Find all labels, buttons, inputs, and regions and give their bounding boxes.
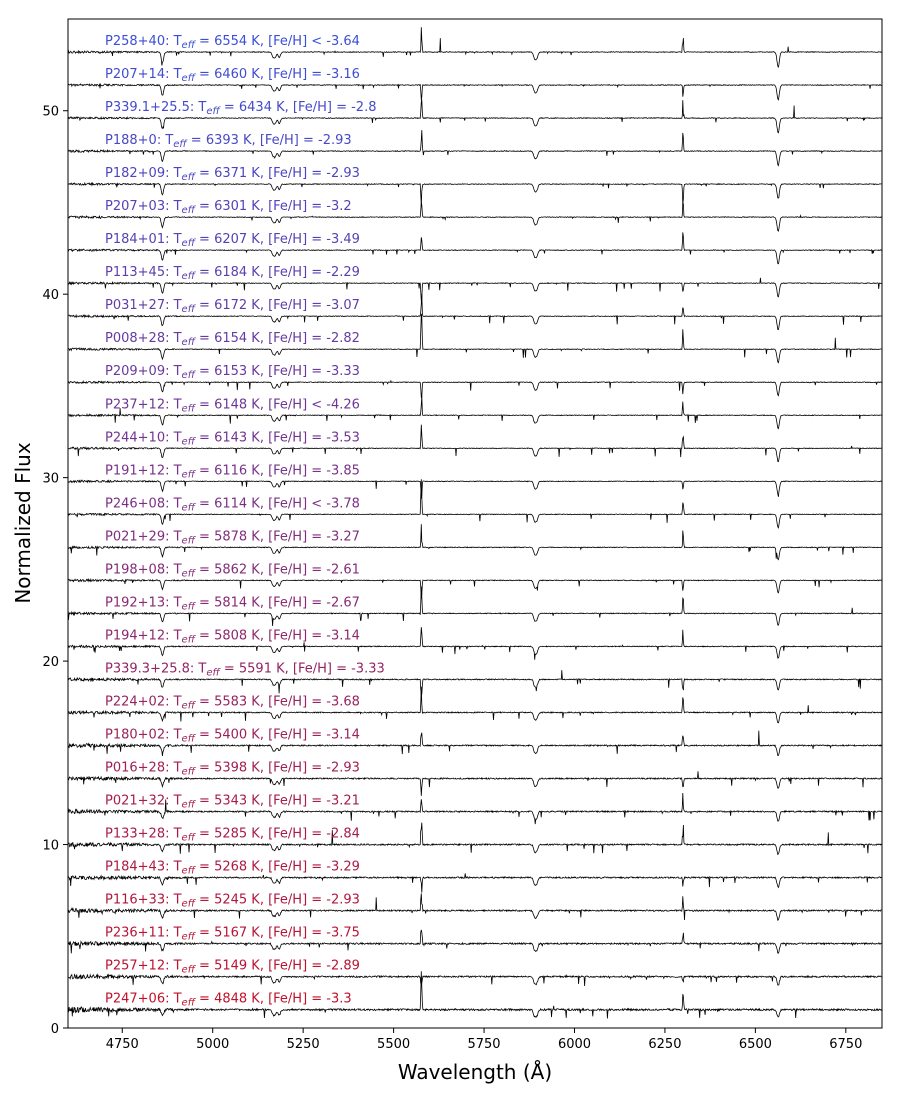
star-label: P184+01: $T_{eff} = 6207$ K, [Fe/H] = -3.49 xyxy=(105,232,360,250)
x-tick-label: 5500 xyxy=(377,1037,411,1052)
x-tick-label: 5250 xyxy=(286,1037,320,1052)
x-tick-label: 6500 xyxy=(738,1037,772,1052)
spectrum-line xyxy=(68,971,882,1018)
spectrum-line xyxy=(68,84,882,100)
star-label: P339.1+25.5: $T_{eff} = 6434$ K, [Fe/H] = -2.8 xyxy=(105,100,377,118)
star-label: P198+08: $T_{eff} = 5862$ K, [Fe/H] = -2.61 xyxy=(105,562,360,580)
y-tick-label: 40 xyxy=(42,288,59,304)
spectrum-line xyxy=(68,381,882,398)
star-label: P116+33: $T_{eff} = 5245$ K, [Fe/H] = -2.93 xyxy=(105,892,360,910)
star-label: P209+09: $T_{eff} = 6153$ K, [Fe/H] = -3.33 xyxy=(105,364,360,382)
star-label: P016+28: $T_{eff} = 5398$ K, [Fe/H] = -2.93 xyxy=(105,760,360,778)
star-label: P224+02: $T_{eff} = 5583$ K, [Fe/H] = -3.68 xyxy=(105,694,360,712)
x-tick-label: 6250 xyxy=(648,1037,682,1052)
x-axis-label: Wavelength (Å) xyxy=(397,1060,553,1084)
star-label: P113+45: $T_{eff} = 6184$ K, [Fe/H] = -2.29 xyxy=(105,265,360,283)
x-tick-label: 5000 xyxy=(196,1037,230,1052)
star-label: P207+14: $T_{eff} = 6460$ K, [Fe/H] = -3.16 xyxy=(105,67,360,85)
star-label: P182+09: $T_{eff} = 6371$ K, [Fe/H] = -2.93 xyxy=(105,166,360,184)
y-tick-label: 10 xyxy=(42,838,59,854)
star-label: P021+29: $T_{eff} = 5878$ K, [Fe/H] = -3.27 xyxy=(105,529,360,547)
x-tick-label: 4750 xyxy=(105,1037,139,1052)
star-label: P244+10: $T_{eff} = 6143$ K, [Fe/H] = -3.53 xyxy=(105,430,360,448)
y-axis-ticks xyxy=(42,105,68,1037)
star-label: P247+06: $T_{eff} = 4848$ K, [Fe/H] = -3.3 xyxy=(105,991,352,1009)
star-label: P237+12: $T_{eff} = 6148$ K, [Fe/H] < -4.26 xyxy=(105,397,360,415)
star-label: P133+28: $T_{eff} = 5285$ K, [Fe/H] = -2.84 xyxy=(105,826,360,844)
spectrum-line xyxy=(68,480,882,498)
star-label: P236+11: $T_{eff} = 5167$ K, [Fe/H] = -3.75 xyxy=(105,925,360,943)
star-label: P008+28: $T_{eff} = 6154$ K, [Fe/H] = -2.82 xyxy=(105,331,360,349)
plot-frame xyxy=(68,19,882,1028)
star-label: P339.3+25.8: $T_{eff} = 5591$ K, [Fe/H] = -3.33 xyxy=(105,661,385,679)
star-labels xyxy=(105,34,385,1009)
x-tick-label: 6750 xyxy=(829,1037,863,1052)
y-tick-label: 50 xyxy=(42,104,59,120)
star-label: P188+0: $T_{eff} = 6393$ K, [Fe/H] = -2.93 xyxy=(105,133,352,151)
y-tick-label: 30 xyxy=(42,471,59,487)
star-label: P021+32: $T_{eff} = 5343$ K, [Fe/H] = -3.21 xyxy=(105,793,360,811)
y-axis-label: Normalized Flux xyxy=(11,442,35,604)
star-label: P031+27: $T_{eff} = 6172$ K, [Fe/H] = -3.07 xyxy=(105,298,360,316)
star-label: P194+12: $T_{eff} = 5808$ K, [Fe/H] = -3.14 xyxy=(105,628,360,646)
x-tick-label: 5750 xyxy=(467,1037,501,1052)
x-axis-ticks xyxy=(106,1028,863,1052)
spectrum-line xyxy=(68,183,882,206)
star-label: P258+40: $T_{eff} = 6554$ K, [Fe/H] < -3.64 xyxy=(105,34,360,52)
spectrum-line xyxy=(68,579,882,598)
x-tick-label: 6000 xyxy=(557,1037,592,1052)
y-tick-label: 20 xyxy=(42,655,59,671)
star-label: P257+12: $T_{eff} = 5149$ K, [Fe/H] = -2.89 xyxy=(105,958,360,976)
star-label: P207+03: $T_{eff} = 6301$ K, [Fe/H] = -3.2 xyxy=(105,199,352,217)
star-label: P184+43: $T_{eff} = 5268$ K, [Fe/H] = -3.29 xyxy=(105,859,360,877)
star-label: P246+08: $T_{eff} = 6114$ K, [Fe/H] < -3.78 xyxy=(105,496,360,514)
y-tick-label: 0 xyxy=(50,1022,59,1037)
spectrum-line xyxy=(68,974,882,986)
star-label: P192+13: $T_{eff} = 5814$ K, [Fe/H] = -2.67 xyxy=(105,595,360,613)
star-label: P191+12: $T_{eff} = 6116$ K, [Fe/H] = -3.85 xyxy=(105,463,360,481)
star-label: P180+02: $T_{eff} = 5400$ K, [Fe/H] = -3.14 xyxy=(105,727,360,745)
